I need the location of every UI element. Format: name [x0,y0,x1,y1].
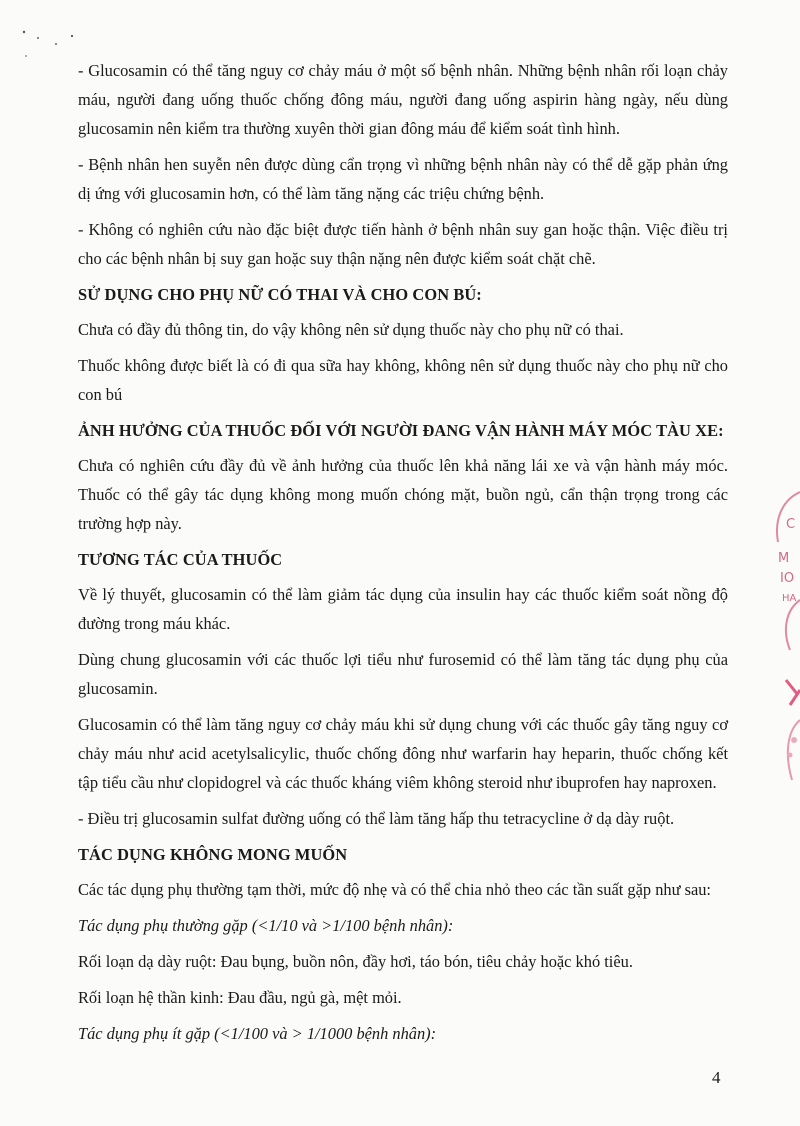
paragraph-nervous-disorders: Rối loạn hệ thần kinh: Đau đầu, ngủ gà, mệt mỏi. [78,988,402,1007]
paragraph-breastfeeding: Thuốc không được biết là có đi qua sữa hay không, không nên sử dụng thuốc này cho phụ nữ cho con bú [78,356,728,404]
document-body [78,56,728,1055]
heading-interactions: TƯƠNG TÁC CỦA THUỐC [78,550,283,569]
paragraph-anticoagulants: Glucosamin có thể làm tăng nguy cơ chảy máu khi sử dụng chung với các thuốc gây tăng nguy cơ chảy máu như acid acetylsalicylic, thuốc chống đông như warfarin hay heparin, thuốc chống kết tập tiểu cầu như clopidogrel và các thuốc kháng viêm không steroid như ibuprofen hay naproxen. [78,715,728,792]
paragraph-diuretics: Dùng chung glucosamin với các thuốc lợi tiểu như furosemid có thể làm tăng tác dụng phụ của glucosamin. [78,650,728,698]
paragraph-tetracycline: - Điều trị glucosamin sulfat đường uống có thể làm tăng hấp thu tetracycline ở dạ dày ruột. [78,809,675,828]
page-number: 4 [712,1068,721,1087]
stamp-letter: M [778,551,790,566]
subheading-uncommon-effects: Tác dụng phụ ít gặp (<1/100 và > 1/1000 bệnh nhân): [78,1024,437,1043]
paragraph-driving: Chưa có nghiên cứu đầy đủ về ảnh hưởng của thuốc lên khả năng lái xe và vận hành máy móc. Thuốc có thể gây tác dụng không mong muốn chóng mặt, buồn ngủ, cẩn thận trọng trong các trường hợp này. [78,456,728,533]
stamp-letter: HA [782,593,797,604]
paragraph-gi-disorders: Rối loạn dạ dày ruột: Đau bụng, buồn nôn, đầy hơi, táo bón, tiêu chảy hoặc khó tiêu. [78,952,633,971]
subheading-common-effects: Tác dụng phụ thường gặp (<1/10 và >1/100 bệnh nhân): [78,916,454,935]
stamp-seal-fragment [760,490,800,810]
paragraph-asthma: - Bệnh nhân hen suyễn nên được dùng cẩn trọng vì những bệnh nhân này có thể dễ gặp phản ứng dị ứng với glucosamin hơn, có thể làm tăng nặng các triệu chứng bệnh. [78,155,728,203]
heading-side-effects: TÁC DỤNG KHÔNG MONG MUỐN [78,845,348,864]
stamp-letter: IO [780,571,795,586]
stamp-letter: C [786,517,796,532]
paragraph-bleeding-risk: - Glucosamin có thể tăng nguy cơ chảy máu ở một số bệnh nhân. Những bệnh nhân rối loạn chảy máu, người đang uống thuốc chống đông máu, người đang uống aspirin hàng ngày, nếu dùng glucosamin nên kiểm tra thường xuyên thời gian đông máu để kiểm soát tình hình. [78,61,728,138]
paragraph-insulin: Về lý thuyết, glucosamin có thể làm giảm tác dụng của insulin hay các thuốc kiểm soát nồng độ đường trong máu khác. [78,585,728,633]
scan-specks [20,18,90,58]
stamp-arc [760,490,800,810]
paragraph-liver-kidney: - Không có nghiên cứu nào đặc biệt được tiến hành ở bệnh nhân suy gan hoặc thận. Việc điều trị cho các bệnh nhân bị suy gan hoặc suy thận nặng nên được kiểm soát chặt chẽ. [78,220,728,268]
paragraph-side-effects-intro: Các tác dụng phụ thường tạm thời, mức độ nhẹ và có thể chia nhỏ theo các tần suất gặp như sau: [78,880,711,899]
heading-pregnancy: SỬ DỤNG CHO PHỤ NỮ CÓ THAI VÀ CHO CON BÚ: [78,285,482,304]
heading-driving: ẢNH HƯỞNG CỦA THUỐC ĐỐI VỚI NGƯỜI ĐANG VẬN HÀNH MÁY MÓC TÀU XE: [78,421,724,440]
paragraph-pregnancy: Chưa có đầy đủ thông tin, do vậy không nên sử dụng thuốc này cho phụ nữ có thai. [78,320,624,339]
